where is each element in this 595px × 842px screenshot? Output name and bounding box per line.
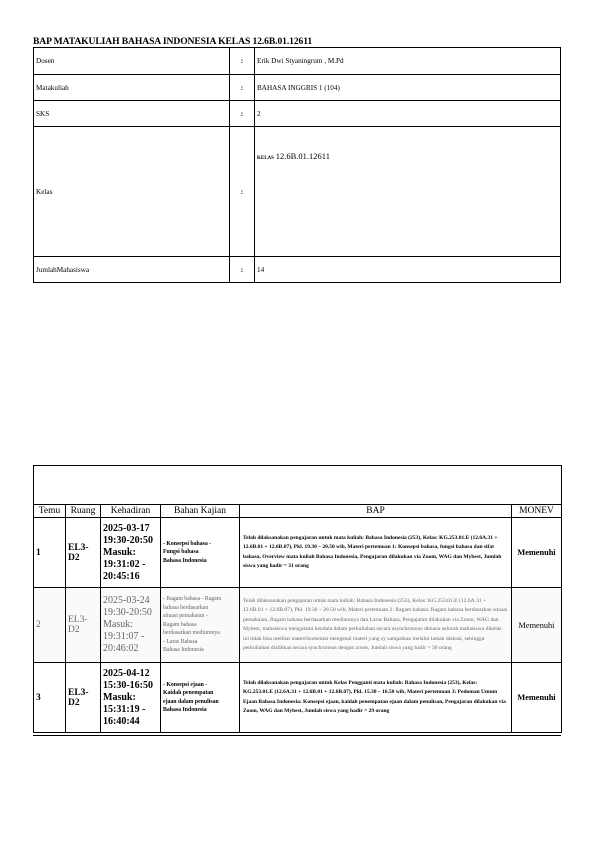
- info-row-sks: [34, 101, 561, 127]
- info-row-jumlah: [34, 257, 561, 283]
- cell-kehadiran: [101, 663, 161, 733]
- col-header-kehadiran: Kehadiran: [101, 505, 161, 518]
- info-value-kelas: [255, 127, 561, 257]
- cell-bap: Telah dilaksanakan pengajaran untuk mata kuliah: Bahasa Indonesia (253), Kelas: KG.253.01.E (12.6A.31 + 12.6B.01 + 12.6B.07), Pkl. 19.30 – 20.50 wib, Materi pertemuan 1: Konsepsi bahasa, fungsi bahasa dan sifat bahasa, Overview mata kuliah Bahasa Indonesia, Pengajaran dilakukan via Zoom, WAG dan Mybest, Jumlah siswa yang hadir = 31 orang: [240, 518, 512, 588]
- kajian-line: - Konsepsi bahasa -: [163, 540, 212, 547]
- info-value: BAHASA INGGRIS 1 (104): [255, 75, 561, 101]
- kehadiran-masuk-label: Masuk:: [103, 619, 133, 630]
- kajian-line: Kaidah penempatan: [163, 690, 214, 696]
- cell-monev: Memenuhi: [512, 588, 562, 663]
- info-label: JumlahMahasiswa: [34, 257, 230, 283]
- info-label: Matakuliah: [34, 75, 230, 101]
- cell-bap: Telah dilaksanakan pengajaran untuk mata kuliah: Bahasa Indonesia (253), Kelas: KG.253.01.E (12.6A.31 + 12.6B.01 + 12.6B.07), Pkl. 19.30 – 20.50 wib, Materi pertemuan 2: Ragam bahasa: Ragam bahasa berdasarkan situasi pemakaian, Ragam bahasa berdasarkan mediumnya dan Laras Bahasa, Pengajaran dilakukan via Zoom, WAG dan Mybest, mahasiswa mengalami kendala dalam perkuliahan secara asynchronous dimana seluruh mahasiswa dikelas ini tidak bisa melihat materi/komentar mengenai materi yang sy sampaikan melalui laman diskusi, sehingga perkuliahan dialihkan secara synchronous dengan zoom, Jumlah siswa yang hadir = 30 orang: [240, 588, 512, 663]
- cell-bap: Telah dilaksanakan pengajaran untuk Kelas Pengganti mata kuliah: Bahasa Indonesia (253), Kelas: KG.253.01.E (12.6A.31 + 12.6B.01 + 12.6B.07), Pkl. 15.30 – 16.50 wib, Materi pertemuan 3: Pedoman Umum Ejaan Bahasa Indonesia: Konsepsi ejaan, kaidah penempatan ejaan dalam penulisan, Pengajaran dilakukan via Zoom, WAG dan Mybest, Jumlah siswa yang hadir = 29 orang: [240, 663, 512, 733]
- col-header-ruang: Ruang: [66, 505, 101, 518]
- kehadiran-out: 16:40:44: [103, 715, 140, 727]
- info-value: Erik Dwi Styaningrum , M.Pd: [255, 48, 561, 75]
- kehadiran-out: 20:46:02: [103, 643, 139, 654]
- info-separator: :: [230, 48, 255, 75]
- kelas-value: 12.6B.01.12611: [275, 151, 330, 161]
- info-table: [33, 47, 561, 283]
- table-row: [34, 518, 562, 588]
- kehadiran-masuk-label: Masuk:: [103, 691, 136, 703]
- cell-bahan-kajian: [161, 663, 240, 733]
- kehadiran-in: 19:31:07 -: [103, 631, 145, 642]
- bap-header-row: [34, 505, 562, 518]
- info-separator: :: [230, 127, 255, 257]
- cell-temu: 1: [34, 518, 66, 588]
- kehadiran-time: 19:30-20:50: [103, 534, 153, 546]
- cell-ruang: EL3-D2: [66, 588, 101, 663]
- kajian-line: ejaan dalam penulisan: [163, 698, 219, 705]
- cell-ruang: EL3-D2: [66, 518, 101, 588]
- info-label: Dosen: [34, 48, 230, 75]
- cell-ruang: EL3-D2: [66, 663, 101, 733]
- kajian-line: Bahasa Indonesia: [163, 707, 207, 713]
- kehadiran-date: 2025-03-17: [103, 522, 150, 534]
- col-header-bahan-kajian: Bahan Kajian: [161, 505, 240, 518]
- bap-table: [33, 465, 562, 733]
- document-title: BAP MATAKULIAH BAHASA INDONESIA KELAS 12.6B.01.12611: [33, 36, 313, 47]
- bap-table-blank-header: [34, 466, 562, 505]
- cell-kehadiran: [101, 588, 161, 663]
- info-label: SKS: [34, 101, 230, 127]
- info-row-matakuliah: [34, 75, 561, 101]
- kajian-line: - Konsepsi ejaan -: [163, 681, 208, 688]
- kelas-prefix: KELAS: [257, 156, 274, 161]
- col-header-monev: MONEV: [512, 505, 562, 518]
- kajian-line: bahasa berdasarkan: [163, 604, 209, 611]
- info-separator: :: [230, 257, 255, 283]
- kajian-line: Ragam bahasa: [163, 621, 197, 628]
- info-row-kelas: [34, 127, 561, 257]
- col-header-bap: BAP: [240, 505, 512, 518]
- col-header-temu: Temu: [34, 505, 66, 518]
- cell-temu: 3: [34, 663, 66, 733]
- table-row: [34, 588, 562, 663]
- cell-monev: Memenuhi: [512, 518, 562, 588]
- kehadiran-out: 20:45:16: [103, 570, 140, 582]
- info-separator: :: [230, 101, 255, 127]
- kajian-line: - Ragam bahasa - Ragam: [163, 596, 222, 603]
- kehadiran-masuk-label: Masuk:: [103, 546, 136, 558]
- cell-bahan-kajian: [161, 518, 240, 588]
- kajian-line: - Laras Bahasa: [163, 638, 198, 645]
- kajian-line: situasi pemakaian -: [163, 613, 208, 620]
- info-row-dosen: [34, 48, 561, 75]
- kajian-line: berdasarkan mediumnya: [163, 630, 220, 637]
- cell-temu: 2: [34, 588, 66, 663]
- kehadiran-in: 15:31:19 -: [103, 703, 146, 715]
- kehadiran-in: 19:31:02 -: [103, 558, 146, 570]
- info-separator: :: [230, 75, 255, 101]
- kehadiran-time: 15:30-16:50: [103, 679, 153, 691]
- cell-bahan-kajian: [161, 588, 240, 663]
- kajian-line: Bahasa Indonesia: [163, 557, 207, 564]
- info-label: Kelas: [34, 127, 230, 257]
- cell-monev: Memenuhi: [512, 663, 562, 733]
- kehadiran-date: 2025-03-24: [103, 595, 150, 606]
- info-value: 2: [255, 101, 561, 127]
- page-divider: [33, 735, 561, 736]
- cell-kehadiran: [101, 518, 161, 588]
- kehadiran-time: 19:30-20:50: [103, 607, 152, 618]
- kajian-line: Fungsi bahasa: [163, 549, 199, 556]
- kehadiran-date: 2025-04-12: [103, 667, 150, 679]
- info-value: 14: [255, 257, 561, 283]
- kajian-line: Bahasa Indonesia: [163, 647, 204, 654]
- table-row: [34, 663, 562, 733]
